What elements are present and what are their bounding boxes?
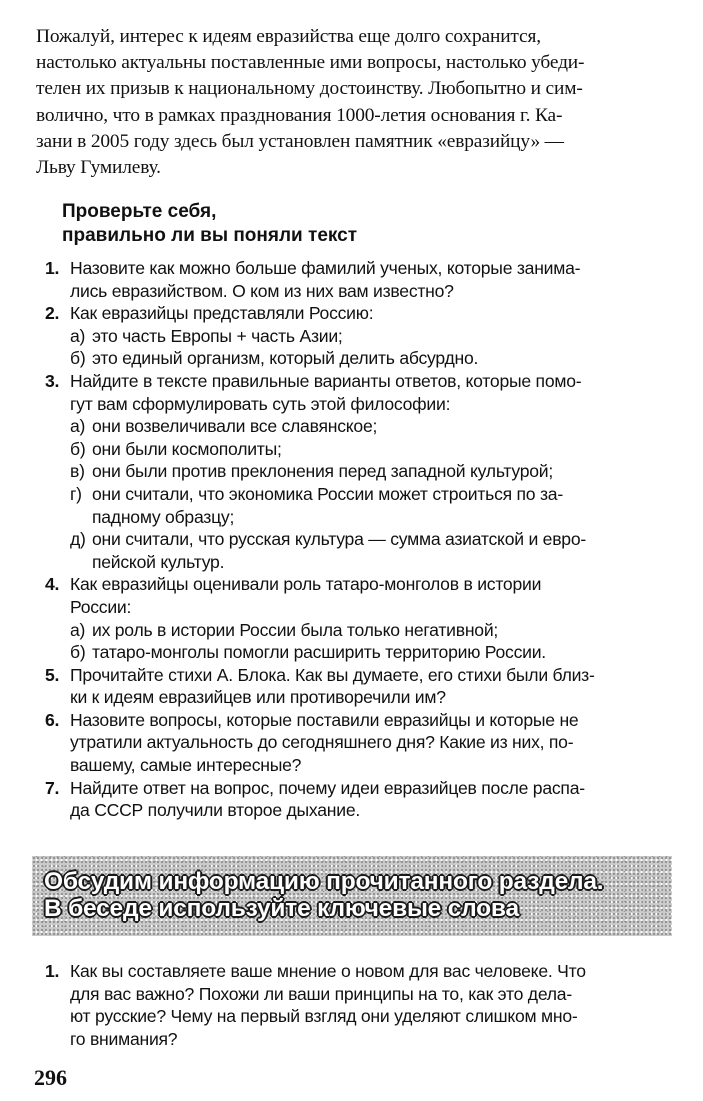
question-item xyxy=(34,664,674,709)
option-text-line: их роль в истории России была только негативной; xyxy=(92,619,499,640)
option-text-line: они были космополиты; xyxy=(92,438,282,459)
question-text-line: Прочитайте стихи А. Блока. Как вы думаете, его стихи были близ- xyxy=(70,664,595,685)
intro-line: телен их призыв к национальному достоинству. Любопытно и сим- xyxy=(36,78,583,100)
option-letter: а) xyxy=(70,416,86,437)
intro-line: Пожалуй, интерес к идеям евразийства еще долго сохранится, xyxy=(36,26,541,47)
question-number: 4. xyxy=(45,574,60,595)
question-text-line: лись евразийством. О ком из них вам известно? xyxy=(70,280,454,301)
question-text-line: го внимания? xyxy=(70,1028,178,1049)
question-text-line: Назовите как можно больше фамилий ученых, которые занима- xyxy=(70,258,581,278)
answer-option xyxy=(70,483,674,528)
question-text-line: Найдите в тексте правильные варианты ответов, которые помо- xyxy=(70,370,582,391)
option-letter: а) xyxy=(70,325,86,346)
discussion-questions xyxy=(34,960,674,1050)
option-text-line: падному образцу; xyxy=(92,506,235,527)
question-text-line: Как вы составляете ваше мнение о новом для вас человеке. Что xyxy=(70,961,586,981)
heading-line: правильно ли вы поняли текст xyxy=(62,225,358,246)
question-item xyxy=(34,960,674,1050)
answer-option xyxy=(70,415,674,438)
heading-line: Обсудим информацию прочитанного раздела. xyxy=(44,868,604,895)
question-text-line: Назовите вопросы, которые поставили евразийцы и которые не xyxy=(70,709,579,730)
question-text-line: гут вам сформулировать суть этой философии: xyxy=(70,393,451,414)
question-number: 1. xyxy=(45,258,60,278)
answer-option xyxy=(70,325,674,348)
question-item xyxy=(34,302,674,370)
question-item xyxy=(34,709,674,777)
option-letter: а) xyxy=(70,619,86,640)
heading-line: Проверьте себя, xyxy=(62,201,217,222)
question-text-line: вашему, самые интересные? xyxy=(70,755,302,776)
option-letter: б) xyxy=(70,642,86,663)
question-text-line: Как евразийцы оценивали роль татаро-монголов в истории xyxy=(70,574,542,595)
option-letter: д) xyxy=(70,529,86,550)
heading-line: В беседе используйте ключевые слова xyxy=(44,895,519,922)
self-check-heading xyxy=(62,200,357,248)
question-text-line: да СССР получили второе дыхание. xyxy=(70,800,361,821)
question-text-line: Как евразийцы представляли Россию: xyxy=(70,303,374,324)
option-text-line: пейской культур. xyxy=(92,551,225,572)
answer-option xyxy=(70,528,674,573)
question-number: 6. xyxy=(45,709,60,730)
intro-line: Льву Гумилеву. xyxy=(36,157,161,179)
question-text-line: ют русские? Чему на первый взгляд они уделяют слишком мно- xyxy=(70,1006,578,1027)
option-letter: г) xyxy=(70,483,82,504)
answer-option xyxy=(70,619,674,642)
option-text-line: это часть Европы + часть Азии; xyxy=(92,325,343,346)
discussion-heading xyxy=(44,868,603,922)
option-letter: б) xyxy=(70,438,86,459)
option-text-line: они считали, что экономика России может строиться по за- xyxy=(92,483,563,504)
option-text-line: они считали, что русская культура — сумма азиатской и евро- xyxy=(92,529,586,550)
question-text-line: ки к идеям евразийцев или противоречили им? xyxy=(70,687,446,708)
self-check-questions xyxy=(34,257,674,822)
intro-line: настолько актуальны поставленные ими вопросы, настолько убеди- xyxy=(36,52,585,74)
question-number: 5. xyxy=(45,664,60,685)
option-text-line: это единый организм, который делить абсурдно. xyxy=(92,348,479,369)
question-number: 7. xyxy=(45,777,60,798)
question-text-line: утратили актуальность до сегодняшнего дня? Какие из них, по- xyxy=(70,732,574,753)
question-item xyxy=(34,257,674,302)
question-number: 2. xyxy=(45,303,60,324)
option-letter: в) xyxy=(70,461,85,482)
intro-line: волично, что в рамках празднования 1000-летия основания г. Ка- xyxy=(36,104,563,126)
question-item xyxy=(34,370,674,573)
answer-option xyxy=(70,438,674,461)
question-text-line: Найдите ответ на вопрос, почему идеи евразийцев после распа- xyxy=(70,777,585,798)
question-number: 3. xyxy=(45,370,60,391)
answer-option xyxy=(70,460,674,483)
option-text-line: они были против преклонения перед западной культурой; xyxy=(92,461,553,482)
intro-line: зани в 2005 году здесь был установлен памятник «евразийцу» — xyxy=(36,130,564,152)
question-item xyxy=(34,777,674,822)
intro-paragraph xyxy=(36,24,668,181)
question-number: 1. xyxy=(45,961,60,981)
option-text-line: татаро-монголы помогли расширить территорию России. xyxy=(92,642,546,663)
answer-option xyxy=(70,347,674,370)
question-text-line: для вас важно? Похожи ли ваши принципы на то, как это дела- xyxy=(70,983,572,1004)
option-letter: б) xyxy=(70,348,86,369)
answer-option xyxy=(70,641,674,664)
question-item xyxy=(34,573,674,663)
option-text-line: они возвеличивали все славянское; xyxy=(92,416,378,437)
page-number: 296 xyxy=(34,1065,67,1090)
question-text-line: России: xyxy=(70,596,132,617)
